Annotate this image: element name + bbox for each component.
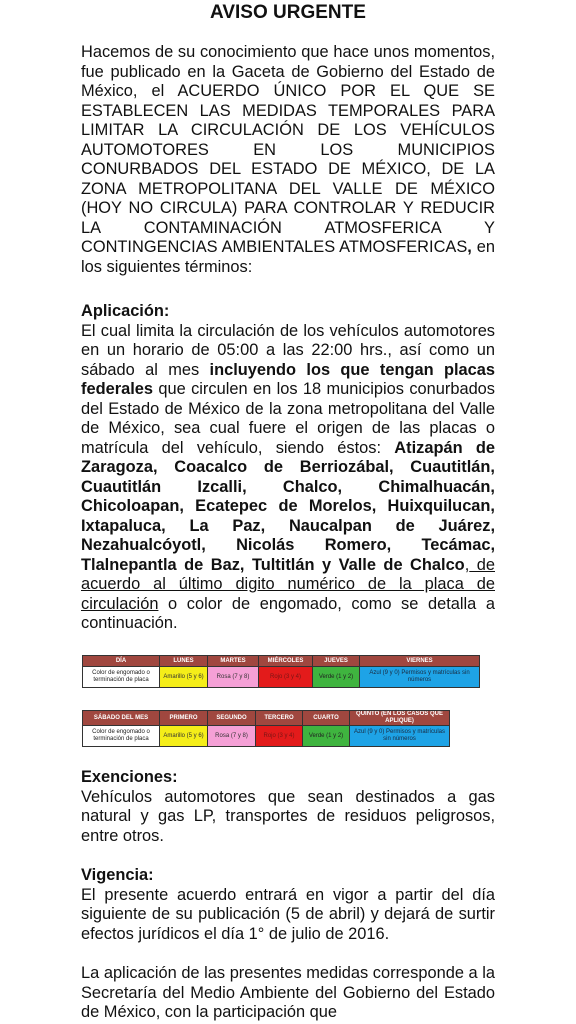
cell-rosa: Rosa (7 y 8) xyxy=(208,726,256,747)
cell-amarillo: Amarillo (5 y 6) xyxy=(160,667,208,688)
header-tercero: TERCERO xyxy=(256,711,303,726)
aplicacion-text xyxy=(81,322,495,634)
header-cuarto: CUARTO xyxy=(303,711,350,726)
cell-verde: Verde (1 y 2) xyxy=(313,667,360,688)
saturday-schedule-table xyxy=(82,710,450,747)
aplicacion-bold-federales: incluyendo los que tengan placas federales xyxy=(81,360,495,398)
intro-paragraph xyxy=(81,43,495,277)
aplicacion-section xyxy=(81,302,495,634)
header-quinto: QUINTO (EN LOS CASOS QUE APLIQUE) xyxy=(350,711,450,726)
page-title: AVISO URGENTE xyxy=(210,2,366,23)
cell-amarillo: Amarillo (5 y 6) xyxy=(160,726,208,747)
aplicacion-p2: que circulen en los 18 municipios conurbados del Estado de México de la zona metropolitana del Valle de México, sea cual fuere el origen de las placas o matrícula del vehículo, siendo éstos: xyxy=(81,380,495,457)
intro-text: Hacemos de su conocimiento que hace unos momentos, fue publicado en la Gaceta de Gobierno del Estado de México, el ACUERDO ÚNICO POR EL QUE SE ESTABLECEN LAS MEDIDAS TEMPORALES PARA LIMITAR LA CIRCULACIÓN DE LOS VEHÍCULOS AUTOMOTORES EN LOS MUNICIPIOS CONURBADOS DEL ESTADO DE MÉXICO, DE LA ZONA METROPOLITANA DEL VALLE DE MÉXICO (HOY NO CIRCULA) PARA CONTROLAR Y REDUCIR LA CONTAMINACIÓN ATMOSFERICA Y CONTINGENCIAS AMBIENTALES ATMOSFERICAS xyxy=(81,43,495,256)
exenciones-section xyxy=(81,768,495,846)
aplicacion-comma: , xyxy=(464,555,470,574)
aplicacion-p3: o color de engomado, como se detalla a continuación. xyxy=(81,594,495,632)
aplicacion-municipios: Atizapán de Zaragoza, Coacalco de Berriozábal, Cuautitlán, Cuautitlán Izcalli, Chalco, Chimalhuacán, Chicoloapan, Ecatepec de Morelos, Huixquilucan, Ixtapaluca, La Paz, Naucalpan de Juárez, Nezahualcóyotl, Nicolás Romero, Tecámac, Tlalnepantla de Baz, Tultitlán y Valle de Chalco xyxy=(81,438,495,574)
header-dia: DÍA xyxy=(83,656,160,667)
cell-verde: Verde (1 y 2) xyxy=(303,726,350,747)
aplicacion-heading: Aplicación: xyxy=(81,302,170,320)
exenciones-heading: Exenciones: xyxy=(81,768,178,786)
header-primero: PRIMERO xyxy=(160,711,208,726)
vigencia-section xyxy=(81,866,495,944)
cell-azul: Azul (9 y 0) Permisos y matrículas sin números xyxy=(350,726,450,747)
header-segundo: SEGUNDO xyxy=(208,711,256,726)
header-jueves: JUEVES xyxy=(313,656,360,667)
closing-paragraph: La aplicación de las presentes medidas corresponde a la Secretaría del Medio Ambiente del Gobierno del Estado de México, con la participación que xyxy=(81,964,495,1021)
cell-azul: Azul (9 y 0) Permisos y matrículas sin números xyxy=(360,667,480,688)
intro-bold-comma: , xyxy=(467,238,472,256)
vigencia-text: El presente acuerdo entrará en vigor a partir del día siguiente de su publicación (5 de abril) y dejará de surtir efectos jurídicos el día 1° de julio de 2016. xyxy=(81,885,495,943)
table-header-row xyxy=(83,656,480,667)
header-sabado: SÁBADO DEL MES xyxy=(83,711,160,726)
header-miercoles: MIÉRCOLES xyxy=(259,656,313,667)
cell-rosa: Rosa (7 y 8) xyxy=(208,667,259,688)
row-label: Color de engomado o terminación de placa xyxy=(83,667,160,688)
cell-rojo: Rojo (3 y 4) xyxy=(256,726,303,747)
row-label: Color de engomado o terminación de placa xyxy=(83,726,160,747)
table-row xyxy=(83,726,450,747)
vigencia-heading: Vigencia: xyxy=(81,866,154,884)
weekday-schedule-table xyxy=(82,655,480,688)
header-martes: MARTES xyxy=(208,656,259,667)
exenciones-text: Vehículos automotores que sean destinados a gas natural y gas LP, transportes de residuos peligrosos, entre otros. xyxy=(81,787,495,845)
intro-tail: en los siguientes términos: xyxy=(81,238,495,276)
aplicacion-underlined: de acuerdo al último digito numérico de la placa de circulación xyxy=(81,555,495,613)
table-header-row xyxy=(83,711,450,726)
table-row xyxy=(83,667,480,688)
header-viernes: VIERNES xyxy=(360,656,480,667)
aplicacion-p1: El cual limita la circulación de los vehículos automotores en un horario de 05:00 a las 22:00 hrs., así como un sábado al mes xyxy=(81,321,495,379)
cell-rojo: Rojo (3 y 4) xyxy=(259,667,313,688)
header-lunes: LUNES xyxy=(160,656,208,667)
